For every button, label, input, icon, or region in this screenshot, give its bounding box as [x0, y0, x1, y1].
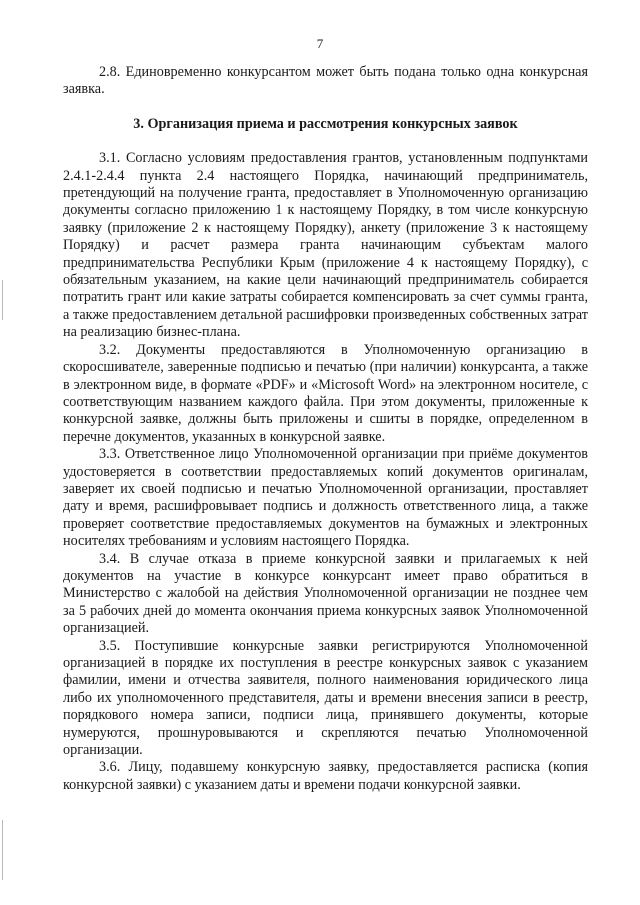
- paragraph-3-5: 3.5. Поступившие конкурсные заявки регистрируются Уполномоченной организацией в порядке их поступления в реестре конкурсных заявок с указанием фамилии, имени и отчества заявителя, полного наименования юридического лица либо их уполномоченного представителя, даты и времени внесения записи в реестр, порядкового номера записи, подписи лица, принявшего документы, которые нумеруются, прошнуровываются и скрепляются печатью Уполномоченной организации.: [63, 637, 588, 759]
- document-body: [63, 64, 588, 794]
- paragraph-2-8: 2.8. Единовременно конкурсантом может быть подана только одна конкурсная заявка.: [63, 64, 588, 98]
- scan-edge-mark: [2, 820, 3, 880]
- paragraph-3-2: 3.2. Документы предоставляются в Уполномоченную организацию в скоросшивателе, заверенные подписью и печатью (при наличии) конкурсанта, а также в электронном виде, в формате «PDF» и «Microsoft Word» на электронном носителе, с соответствующим названием каждого файла. При этом документы, приложенные к конкурсной заявке, должны быть приложены и сшиты в порядке, определенном в перечне документов, указанных в конкурсной заявке.: [63, 341, 588, 445]
- paragraph-3-6: 3.6. Лицу, подавшему конкурсную заявку, предоставляется расписка (копия конкурсной заявки) с указанием даты и времени подачи конкурсной заявки.: [63, 759, 588, 793]
- page-number: 7: [316, 36, 324, 51]
- scan-edge-mark: [2, 280, 3, 320]
- paragraph-3-3: 3.3. Ответственное лицо Уполномоченной организации при приёме документов удостоверяется в соответствии предоставляемых копий документов оригиналам, заверяет их своей подписью и печатью Уполномоченной организации, проставляет дату и время, расшифровывает подпись и должность ответственного лица, а также проверяет соответствие предоставляемых документов на бумажных и электронных носителях требованиям и условиям настоящего Порядка.: [63, 446, 588, 550]
- paragraph-3-4: 3.4. В случае отказа в приеме конкурсной заявки и прилагаемых к ней документов на участие в конкурсе конкурсант имеет право обратиться в Министерство с жалобой на действия Уполномоченной организации не позднее чем за 5 рабочих дней до момента окончания приема конкурсных заявок Уполномоченной организацией.: [63, 550, 588, 637]
- section-heading: 3. Организация приема и рассмотрения конкурсных заявок: [133, 115, 518, 132]
- paragraph-3-1: 3.1. Согласно условиям предоставления грантов, установленным подпунктами 2.4.1-2.4.4 пункта 2.4 настоящего Порядка, начинающий предприниматель, претендующий на получение гранта, предоставляет в Уполномоченную организацию документы согласно приложению 1 к настоящему Порядку, в том числе конкурсную заявку (приложение 2 к настоящему Порядку), анкету (приложение 3 к настоящему Порядку) и расчет размера гранта начинающим субъектам малого предпринимательства Республики Крым (приложение 4 к настоящему Порядку), с обязательным указанием, на какие цели начинающий предприниматель собирается потратить грант или какие затраты собирается компенсировать за счет суммы гранта, а также предоставлением детальной расшифровки произведенных собственных затрат на реализацию бизнес-плана.: [63, 150, 588, 341]
